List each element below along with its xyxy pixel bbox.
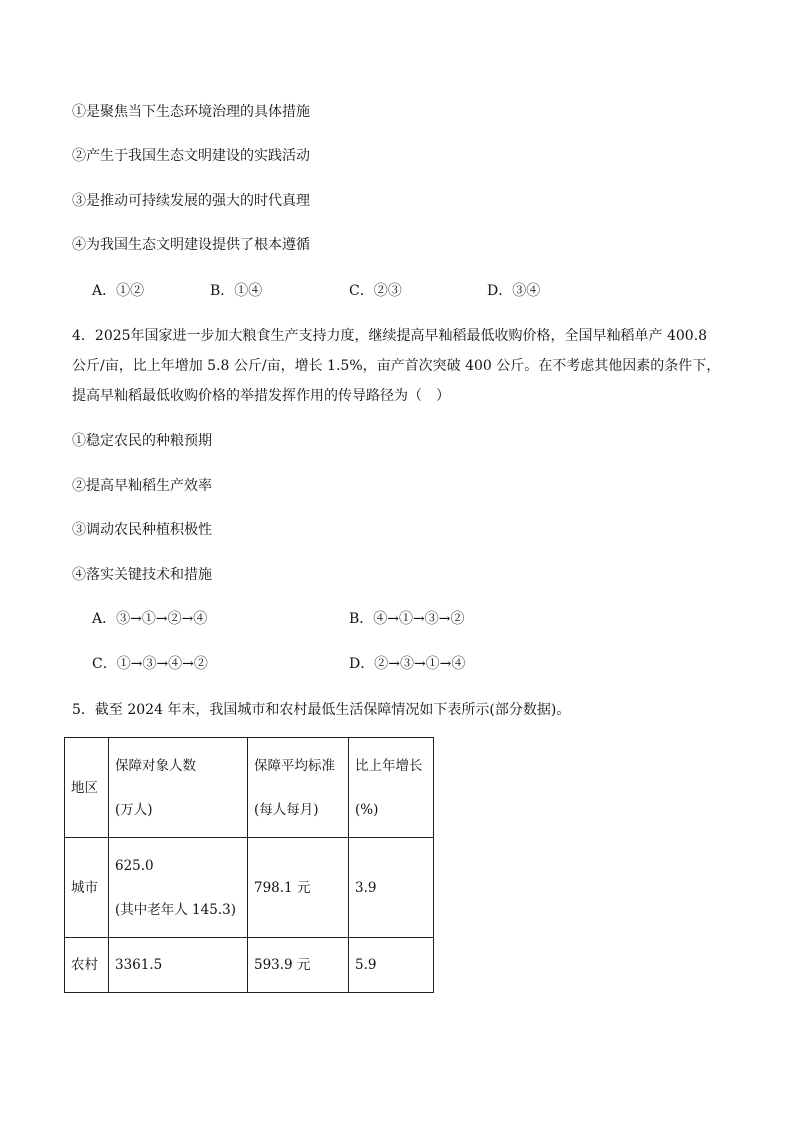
cell-growth: 5.9: [349, 938, 434, 993]
q4-option-c[interactable]: C．①→③→④→②: [92, 656, 208, 672]
subsistence-allowance-table: [64, 737, 434, 993]
cell-region: 农村: [65, 938, 109, 993]
q4-statement-2: ②提高早籼稻生产效率: [72, 478, 212, 494]
q3-option-c[interactable]: C．②③: [349, 283, 402, 299]
q4-option-a[interactable]: A．③→①→②→④: [92, 611, 208, 627]
table-header-row: [65, 738, 434, 838]
header-region: 地区: [65, 738, 109, 838]
header-standard-title: 保障平均标准: [254, 757, 335, 774]
header-people: [109, 738, 248, 838]
q3-statement-4: ④为我国生态文明建设提供了根本遵循: [72, 237, 310, 253]
header-growth-title: 比上年增长: [355, 757, 423, 774]
q4-option-b[interactable]: B．④→①→③→②: [349, 611, 465, 627]
q4-statement-3: ③调动农民种植积极性: [72, 522, 212, 538]
cell-region: 城市: [65, 838, 109, 938]
header-standard: [248, 738, 349, 838]
cell-people-elderly: (其中老年人 145.3): [115, 901, 236, 918]
q3-statement-1: ①是聚焦当下生态环境治理的具体措施: [72, 104, 310, 120]
header-growth-unit: (%): [355, 801, 379, 818]
header-standard-unit: (每人每月): [254, 801, 319, 818]
header-people-title: 保障对象人数: [115, 757, 196, 774]
header-people-unit: (万人): [115, 801, 153, 818]
q5-stem: 5．截至 2024 年末，我国城市和农村最低生活保障情况如下表所示(部分数据)。: [72, 702, 571, 718]
cell-people-total: 625.0: [115, 857, 154, 874]
header-growth: [349, 738, 434, 838]
cell-people: [109, 838, 248, 938]
q3-statement-2: ②产生于我国生态文明建设的实践活动: [72, 148, 310, 164]
cell-growth: 3.9: [349, 838, 434, 938]
q3-option-a[interactable]: A．①②: [92, 283, 145, 299]
cell-standard: 593.9 元: [248, 938, 349, 993]
q4-statement-4: ④落实关键技术和措施: [72, 567, 212, 583]
table-row: [65, 938, 434, 993]
q3-option-d[interactable]: D．③④: [487, 283, 541, 299]
cell-standard: 798.1 元: [248, 838, 349, 938]
cell-people: 3361.5: [109, 938, 248, 993]
q4-statement-1: ①稳定农民的种粮预期: [72, 433, 212, 449]
q3-option-b[interactable]: B．①④: [210, 283, 263, 299]
q3-statement-3: ③是推动可持续发展的强大的时代真理: [72, 193, 310, 209]
q4-option-d[interactable]: D．②→③→①→④: [349, 656, 466, 672]
table-row: [65, 838, 434, 938]
q4-stem: 4．2025年国家进一步加大粮食生产支持力度，继续提高早籼稻最低收购价格，全国早籼稻单产 400.8 公斤/亩，比上年增加 5.8 公斤/亩，增长 1.5%，亩产首次突破 400 公斤。在不考虑其他因素的条件下，提高早籼稻最低收购价格的举措发挥作用的传导路径为（ ）: [72, 328, 721, 404]
